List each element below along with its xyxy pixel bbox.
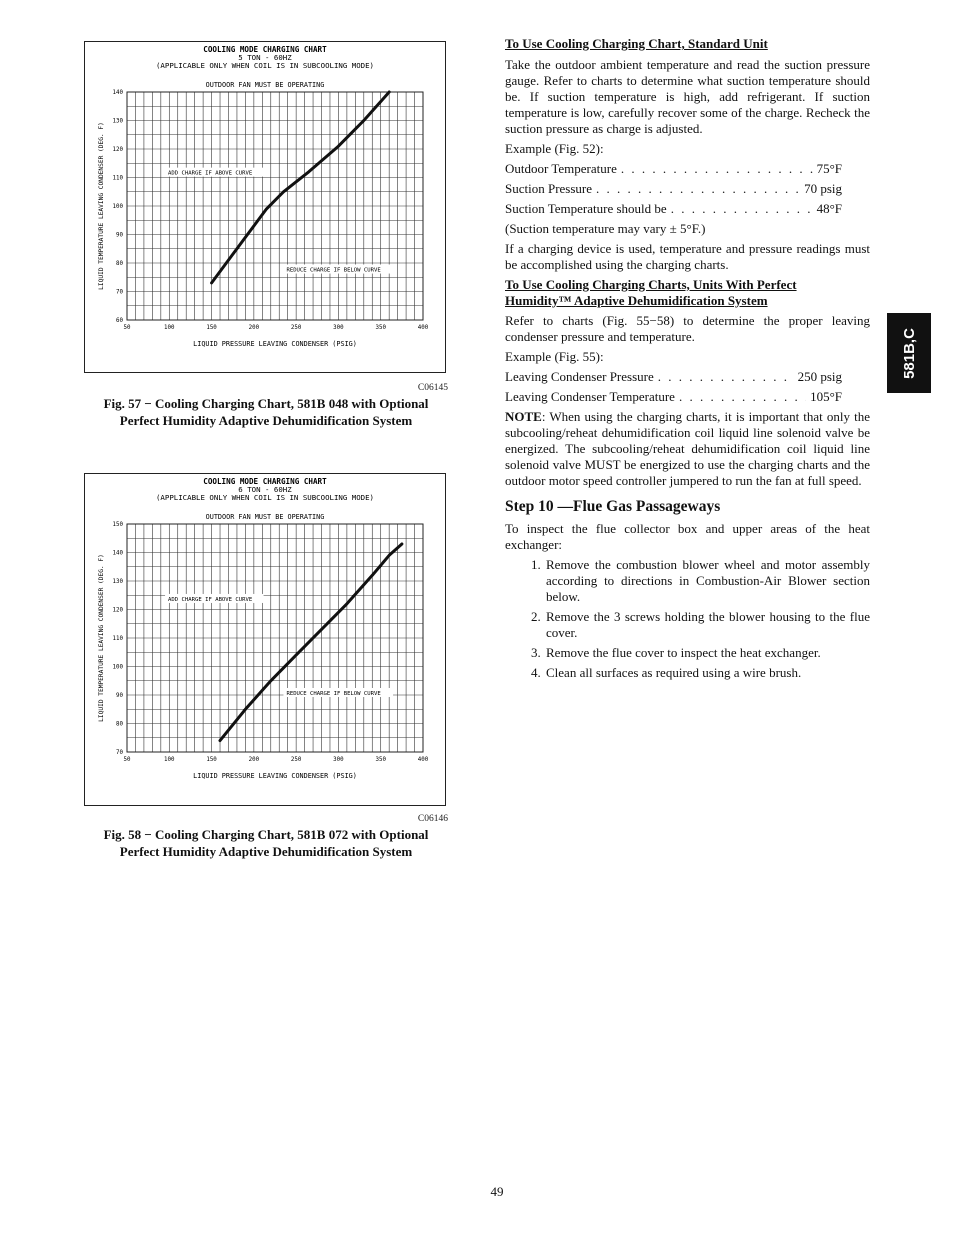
charging-chart-fig57-svg — [85, 42, 445, 372]
step-list — [505, 557, 870, 681]
charging-curve — [220, 544, 402, 741]
y-tick-label: 70 — [116, 750, 123, 756]
example-row-value: 250 psig — [797, 369, 842, 384]
x-tick-label: 250 — [290, 325, 302, 331]
y-axis-label: LIQUID TEMPERATURE LEAVING CONDENSER (DEG. F) — [98, 122, 105, 290]
side-tab — [887, 313, 931, 393]
charging-chart-fig58 — [84, 473, 446, 806]
figure-code: C06145 — [417, 383, 448, 393]
y-tick-label: 80 — [116, 721, 123, 728]
charging-chart-fig57 — [84, 41, 446, 373]
x-tick-label: 400 — [417, 325, 429, 331]
list-item: 4. Clean all surfaces as required using a wire brush. — [544, 665, 870, 681]
x-axis-label: LIQUID PRESSURE LEAVING CONDENSER (PSIG) — [193, 340, 357, 348]
step-heading: Step 10 —Flue Gas Passageways — [505, 498, 721, 515]
example-row — [505, 181, 842, 197]
y-tick-label: 100 — [112, 664, 123, 671]
section-heading-line: To Use Cooling Charging Charts, Units With Perfect — [505, 277, 797, 292]
x-tick-label: 400 — [417, 757, 429, 763]
chart-fan-note: OUTDOOR FAN MUST BE OPERATING — [205, 513, 325, 521]
example-row-value: 105°F — [810, 389, 842, 404]
add-charge-note: ADD CHARGE IF ABOVE CURVE — [168, 596, 253, 603]
example-row-label: Outdoor Temperature — [505, 161, 617, 176]
x-tick-label: 200 — [248, 757, 260, 763]
side-tab-label: 581B,C — [900, 327, 918, 379]
x-tick-label: 150 — [206, 325, 217, 331]
x-tick-label: 300 — [333, 757, 344, 763]
example-row — [505, 369, 842, 385]
x-tick-label: 50 — [123, 757, 131, 763]
y-tick-label: 130 — [112, 579, 123, 585]
x-tick-label: 100 — [164, 325, 175, 331]
y-tick-label: 80 — [116, 261, 123, 267]
figure-caption: Fig. 58 − Cooling Charging Chart, 581B 072 with Optional Perfect Humidity Adaptive Dehumidification System — [103, 827, 429, 859]
y-tick-label: 110 — [112, 636, 123, 642]
tolerance-note: (Suction temperature may vary ± 5°F.) — [505, 221, 706, 236]
section-heading-line: Humidity™ Adaptive Dehumidification System — [505, 293, 768, 308]
y-axis-label: LIQUID TEMPERATURE LEAVING CONDENSER (DEG. F) — [98, 554, 105, 722]
x-axis-label: LIQUID PRESSURE LEAVING CONDENSER (PSIG) — [193, 772, 357, 780]
add-charge-note: ADD CHARGE IF ABOVE CURVE — [168, 170, 253, 177]
text-column — [505, 36, 870, 685]
figure-code: C06146 — [417, 814, 448, 824]
x-tick-label: 300 — [333, 325, 344, 331]
example-row — [505, 201, 842, 217]
example-label: Example (Fig. 52): — [505, 141, 604, 156]
x-tick-label: 200 — [248, 325, 260, 331]
y-tick-label: 90 — [116, 232, 123, 239]
x-tick-label: 250 — [290, 757, 302, 763]
y-tick-label: 150 — [112, 522, 123, 528]
example-label: Example (Fig. 55): — [505, 349, 604, 364]
note-label: NOTE — [505, 409, 542, 424]
example-row — [505, 161, 842, 177]
chart-subtitle: (APPLICABLE ONLY WHEN COIL IS IN SUBCOOLING MODE) — [155, 61, 375, 70]
note-body: : When using the charging charts, it is important that only the subcooling/reheat dehumidification coil liquid line solenoid valve be energized. The subcooling/reheat dehumidification coil liquid line solenoid valve MUST be energized to use the charging charts and the outdoor motor speed controller jumpered to run the fan at full speed. — [505, 409, 870, 488]
y-tick-label: 140 — [112, 550, 123, 557]
x-tick-label: 350 — [375, 325, 386, 331]
reduce-charge-note: REDUCE CHARGE IF BELOW CURVE — [286, 691, 381, 697]
example-row-label: Leaving Condenser Pressure — [505, 369, 654, 384]
y-tick-label: 120 — [112, 607, 123, 614]
paragraph: Refer to charts (Fig. 55−58) to determine the proper leaving condenser pressure and temperature. — [505, 313, 870, 344]
note-paragraph — [505, 409, 870, 489]
x-tick-label: 50 — [123, 325, 131, 331]
page-number: 49 — [490, 1184, 504, 1199]
y-tick-label: 70 — [116, 289, 123, 296]
list-item: 2. Remove the 3 screws holding the blower housing to the flue cover. — [544, 609, 870, 641]
list-item: 3. Remove the flue cover to inspect the heat exchanger. — [544, 645, 870, 661]
example-row — [505, 389, 842, 405]
x-tick-label: 350 — [375, 757, 386, 763]
y-tick-label: 60 — [116, 318, 123, 324]
example-row-value: 75°F — [816, 161, 842, 176]
list-item: 1. Remove the combustion blower wheel and motor assembly according to directions in Combustion-Air Blower section below. — [544, 557, 870, 605]
example-row-value: 70 psig — [804, 181, 842, 196]
section-heading-standard: To Use Cooling Charging Chart, Standard Unit — [505, 36, 768, 51]
chart-title: COOLING MODE CHARGING CHART — [203, 45, 327, 54]
chart-subtitle: 5 TON - 60HZ — [238, 53, 292, 62]
reduce-charge-note: REDUCE CHARGE IF BELOW CURVE — [286, 267, 381, 274]
paragraph: If a charging device is used, temperature and pressure readings must be accomplished using the charging charts. — [505, 241, 870, 272]
y-tick-label: 120 — [112, 147, 123, 153]
chart-fan-note: OUTDOOR FAN MUST BE OPERATING — [205, 81, 325, 89]
paragraph: Take the outdoor ambient temperature and read the suction pressure gauge. Refer to charts to determine what suction temperature should be. If suction temperature is high, add refrigerant. If suction temperature is low, carefully recover some of the charge. Recheck the suction pressure as charge is adjusted. — [505, 57, 870, 136]
section-heading-humidity — [505, 277, 870, 309]
chart-subtitle: (APPLICABLE ONLY WHEN COIL IS IN SUBCOOLING MODE) — [155, 493, 375, 502]
example-row-label: Leaving Condenser Temperature — [505, 389, 675, 404]
y-tick-label: 140 — [112, 90, 123, 96]
y-tick-label: 130 — [112, 118, 123, 125]
figure-caption: Fig. 57 − Cooling Charging Chart, 581B 048 with Optional Perfect Humidity Adaptive Dehumidification System — [103, 396, 429, 428]
x-tick-label: 150 — [206, 757, 217, 763]
chart-title: COOLING MODE CHARGING CHART — [203, 477, 327, 486]
y-tick-label: 110 — [112, 175, 123, 182]
y-tick-label: 100 — [112, 204, 123, 210]
chart-subtitle: 6 TON - 60HZ — [238, 485, 292, 494]
example-row-label: Suction Pressure — [505, 181, 593, 196]
paragraph: To inspect the flue collector box and upper areas of the heat exchanger: — [505, 521, 870, 552]
x-tick-label: 100 — [164, 757, 175, 763]
example-row-label: Suction Temperature should be — [505, 201, 667, 216]
charging-chart-fig58-svg — [85, 474, 445, 805]
example-row-value: 48°F — [816, 201, 842, 216]
y-tick-label: 90 — [116, 693, 123, 699]
